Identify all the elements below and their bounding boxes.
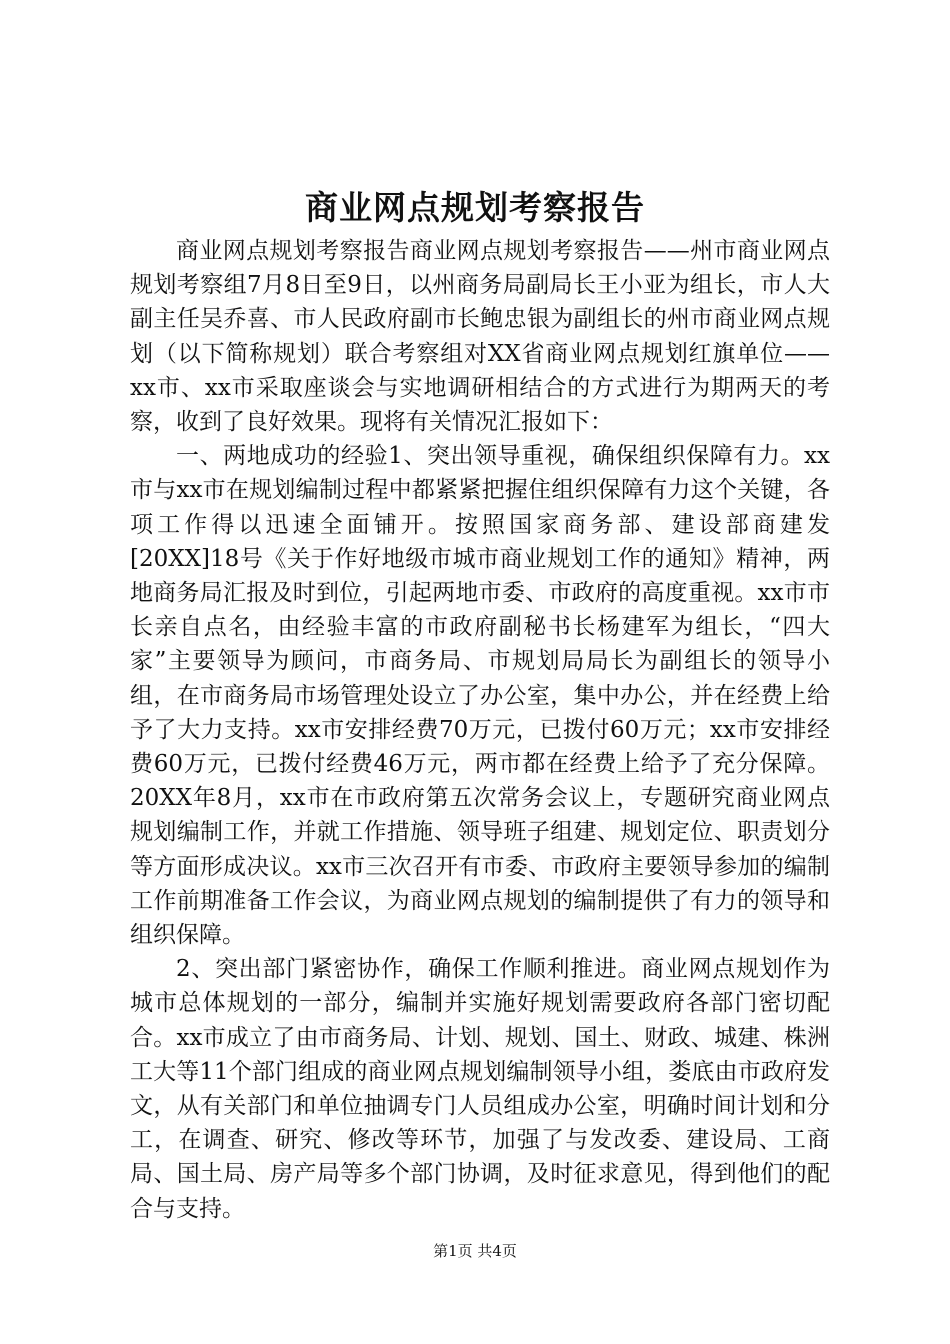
page-number-footer: 第1页 共4页 (433, 1242, 517, 1260)
paragraph-coordination: 2、突出部门紧密协作，确保工作顺利推进。商业网点规划作为城市总体规划的一部分，编制并实施好规划需要政府各部门密切配合。xx市成立了由市商务局、计划、规划、国土、财政、城建、株洲工大等11个部门组成的商业网点规划编制领导小组，娄底由市政府发文，从有关部门和单位抽调专门人员组成办公室，明确时间计划和分工，在调查、研究、修改等环节，加强了与发改委、建设局、工商局、国土局、房产局等多个部门协调，及时征求意见，得到他们的配合与支持。 (130, 956, 830, 1222)
document-body (130, 234, 830, 1226)
document-title: 商业网点规划考察报告 (305, 188, 645, 227)
paragraph-leadership: 一、两地成功的经验1、突出领导重视，确保组织保障有力。xx市与xx市在规划编制过程中都紧紧把握住组织保障有力这个关键，各项工作得以迅速全面铺开。按照国家商务部、建设部商建发[20XX]18号《关于作好地级市城市商业规划工作的通知》精神，两地商务局汇报及时到位，引起两地市委、市政府的高度重视。xx市市长亲自点名，由经验丰富的市政府副秘书长杨建军为组长，“四大家”主要领导为顾问，市商务局、市规划局局长为副组长的领导小组，在市商务局市场管理处设立了办公室，集中办公，并在经费上给予了大力支持。xx市安排经费70万元，已拨付60万元；xx市安排经费60万元，已拨付经费46万元，两市都在经费上给予了充分保障。20XX年8月，xx市在市政府第五次常务会议上，专题研究商业网点规划编制工作，并就工作措施、领导班子组建、规划定位、职责划分等方面形成决议。xx市三次召开有市委、市政府主要领导参加的编制工作前期准备工作会议，为商业网点规划的编制提供了有力的领导和组织保障。 (130, 443, 830, 949)
paragraph-intro: 商业网点规划考察报告商业网点规划考察报告——州市商业网点规划考察组7月8日至9日，以州商务局副局长王小亚为组长，市人大副主任吴乔喜、市人民政府副市长鲍忠银为副组长的州市商业网点规划（以下简称规划）联合考察组对XX省商业网点规划红旗单位——xx市、xx市采取座谈会与实地调研相结合的方式进行为期两天的考察，收到了良好效果。现将有关情况汇报如下： (130, 238, 830, 436)
